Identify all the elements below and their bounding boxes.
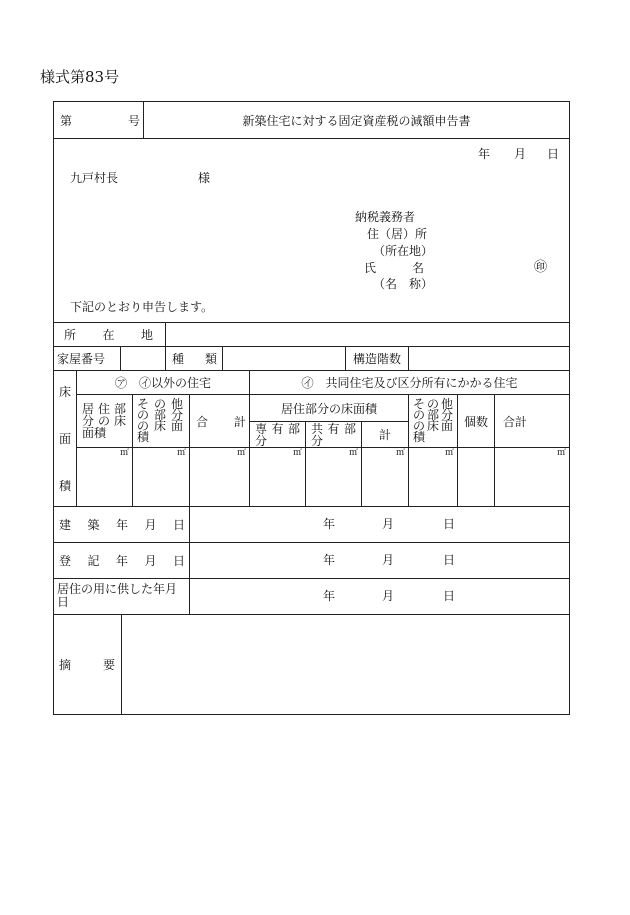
structure-floors-label-cell bbox=[345, 346, 409, 371]
location-label bbox=[64, 326, 153, 343]
label-char: 種 bbox=[172, 352, 185, 366]
declaration-block bbox=[53, 138, 570, 323]
house-number-value-cell bbox=[120, 346, 166, 371]
group-b-count-header bbox=[457, 394, 495, 448]
name-label bbox=[364, 262, 424, 274]
floor-area-label-cell bbox=[53, 370, 77, 507]
structure-floors-label: 構造階数 bbox=[352, 352, 401, 366]
occupancy-date-value-cell bbox=[189, 578, 570, 615]
declaration-date-month: 月 bbox=[514, 147, 527, 161]
group-b-common-value bbox=[305, 447, 362, 507]
structure-floors-value-cell bbox=[408, 346, 570, 371]
occupancy-date-year: 年 bbox=[323, 589, 336, 603]
group-b-count-value bbox=[457, 447, 495, 507]
group-b-heading-cell bbox=[249, 370, 570, 395]
group-a-residential-value bbox=[76, 447, 133, 507]
label-char: 合 bbox=[196, 414, 209, 429]
label-char: 年 bbox=[115, 518, 128, 532]
square-meter-unit: ㎡ bbox=[176, 448, 186, 458]
declaration-date-year: 年 bbox=[478, 147, 491, 161]
registration-date-label bbox=[59, 552, 185, 569]
group-b-total-header bbox=[494, 394, 570, 448]
remarks-value-cell bbox=[121, 614, 570, 715]
registration-date-month: 月 bbox=[382, 553, 395, 567]
construction-date-label bbox=[59, 516, 185, 533]
document-number-prefix: 第 bbox=[60, 113, 73, 128]
form-title: 新築住宅に対する固定資産税の減額申告書 bbox=[242, 113, 471, 128]
construction-date-value-cell bbox=[189, 506, 570, 543]
name-alt-label: （名 称） bbox=[373, 277, 434, 291]
label-char: 記 bbox=[87, 554, 100, 568]
group-b-common-label: 共有部分 bbox=[311, 421, 356, 448]
addressee-honorific: 様 bbox=[198, 171, 211, 185]
construction-date-month: 月 bbox=[382, 517, 395, 531]
group-b-other-label: その他の部分の床面積 bbox=[413, 397, 453, 444]
square-meter-unit: ㎡ bbox=[119, 448, 129, 458]
group-a-residential-label: 居住部分の床面積 bbox=[82, 402, 126, 440]
label-char: 在 bbox=[102, 328, 115, 342]
group-b-exclusive-header bbox=[249, 421, 306, 448]
group-b-count-label: 個数 bbox=[463, 414, 488, 429]
group-a-other-label: その他の部分の床面積 bbox=[137, 397, 183, 444]
location-value-cell bbox=[165, 322, 570, 347]
group-b-residential-header bbox=[249, 394, 409, 422]
square-meter-unit: ㎡ bbox=[444, 448, 454, 458]
form-number: 様式第83号 bbox=[40, 68, 120, 86]
declaration-date-day: 日 bbox=[547, 147, 560, 161]
square-meter-unit: ㎡ bbox=[395, 448, 405, 458]
occupancy-date-label-cell bbox=[53, 578, 190, 615]
location-label-cell bbox=[53, 322, 166, 347]
type-label-cell bbox=[165, 346, 223, 371]
registration-date-value-cell bbox=[189, 542, 570, 579]
label-char: 日 bbox=[172, 518, 185, 532]
construction-date-year: 年 bbox=[323, 517, 336, 531]
label-char: 氏 bbox=[364, 261, 377, 275]
occupancy-date-day: 日 bbox=[443, 589, 456, 603]
label-char: 所 bbox=[64, 328, 77, 342]
registration-date-label-cell bbox=[53, 542, 190, 579]
address-alt-label: （所在地） bbox=[373, 244, 434, 258]
house-number-label-cell bbox=[53, 346, 121, 371]
group-b-exclusive-value bbox=[249, 447, 306, 507]
label-char: 地 bbox=[140, 328, 153, 342]
group-b-other-header bbox=[408, 394, 458, 448]
label-char: 計 bbox=[233, 414, 246, 429]
group-a-total-value bbox=[189, 447, 250, 507]
group-a-heading-cell bbox=[76, 370, 250, 395]
label-char: 築 bbox=[87, 518, 100, 532]
house-number-label: 家屋番号 bbox=[57, 352, 106, 366]
floor-area-label bbox=[54, 386, 76, 492]
group-a-other-header bbox=[132, 394, 190, 448]
type-value-cell bbox=[222, 346, 346, 371]
address-label: 住（居）所 bbox=[367, 227, 428, 241]
group-a-residential-header bbox=[76, 394, 133, 448]
seal-mark-icon: ㊞ bbox=[534, 260, 548, 275]
construction-date-day: 日 bbox=[443, 517, 456, 531]
label-char: 年 bbox=[115, 554, 128, 568]
label-char: 月 bbox=[144, 518, 157, 532]
label-char: 積 bbox=[58, 479, 71, 493]
remarks-label bbox=[59, 656, 115, 673]
addressee: 九戸村長 bbox=[70, 171, 119, 185]
group-b-subtotal-value bbox=[361, 447, 409, 507]
group-b-residential-label: 居住部分の床面積 bbox=[280, 401, 377, 416]
group-a-other-value bbox=[132, 447, 190, 507]
label-char: 建 bbox=[59, 518, 72, 532]
registration-date-year: 年 bbox=[323, 553, 336, 567]
taxpayer-label: 納税義務者 bbox=[355, 210, 416, 224]
group-b-total-label: 合計 bbox=[503, 414, 528, 429]
title-cell bbox=[143, 101, 570, 139]
construction-date-label-cell bbox=[53, 506, 190, 543]
type-label bbox=[172, 350, 217, 367]
remarks-label-cell bbox=[53, 614, 122, 715]
label-char: 摘 bbox=[59, 658, 72, 672]
square-meter-unit: ㎡ bbox=[236, 448, 246, 458]
label-char: 類 bbox=[204, 352, 217, 366]
label-char: 月 bbox=[144, 554, 157, 568]
label-char: 床 bbox=[58, 385, 71, 399]
square-meter-unit: ㎡ bbox=[556, 448, 566, 458]
group-a-total-header bbox=[189, 394, 250, 448]
group-b-common-header bbox=[305, 421, 362, 448]
group-b-subtotal-header bbox=[361, 421, 409, 448]
occupancy-date-label: 居住の用に供した年月日 bbox=[57, 582, 178, 609]
label-char: 要 bbox=[102, 658, 115, 672]
document-number-suffix: 号 bbox=[127, 113, 140, 128]
group-b-subtotal-label: 計 bbox=[378, 428, 391, 442]
label-char: 日 bbox=[172, 554, 185, 568]
group-b-heading: ㋑ 共同住宅及び区分所有にかかる住宅 bbox=[301, 376, 518, 390]
document-number-cell bbox=[53, 101, 144, 139]
square-meter-unit: ㎡ bbox=[348, 448, 358, 458]
label-char: 面 bbox=[58, 432, 71, 446]
group-a-heading: ㋐ ㋑以外の住宅 bbox=[114, 376, 211, 390]
group-b-total-value bbox=[494, 447, 570, 507]
occupancy-date-month: 月 bbox=[382, 589, 395, 603]
square-meter-unit: ㎡ bbox=[292, 448, 302, 458]
group-b-exclusive-label: 専有部分 bbox=[255, 421, 300, 448]
label-char: 登 bbox=[59, 554, 72, 568]
group-a-total-label bbox=[196, 413, 246, 430]
label-char: 名 bbox=[411, 261, 424, 275]
registration-date-day: 日 bbox=[443, 553, 456, 567]
declaration-statement: 下記のとおり申告します。 bbox=[70, 300, 214, 314]
group-b-other-value bbox=[408, 447, 458, 507]
